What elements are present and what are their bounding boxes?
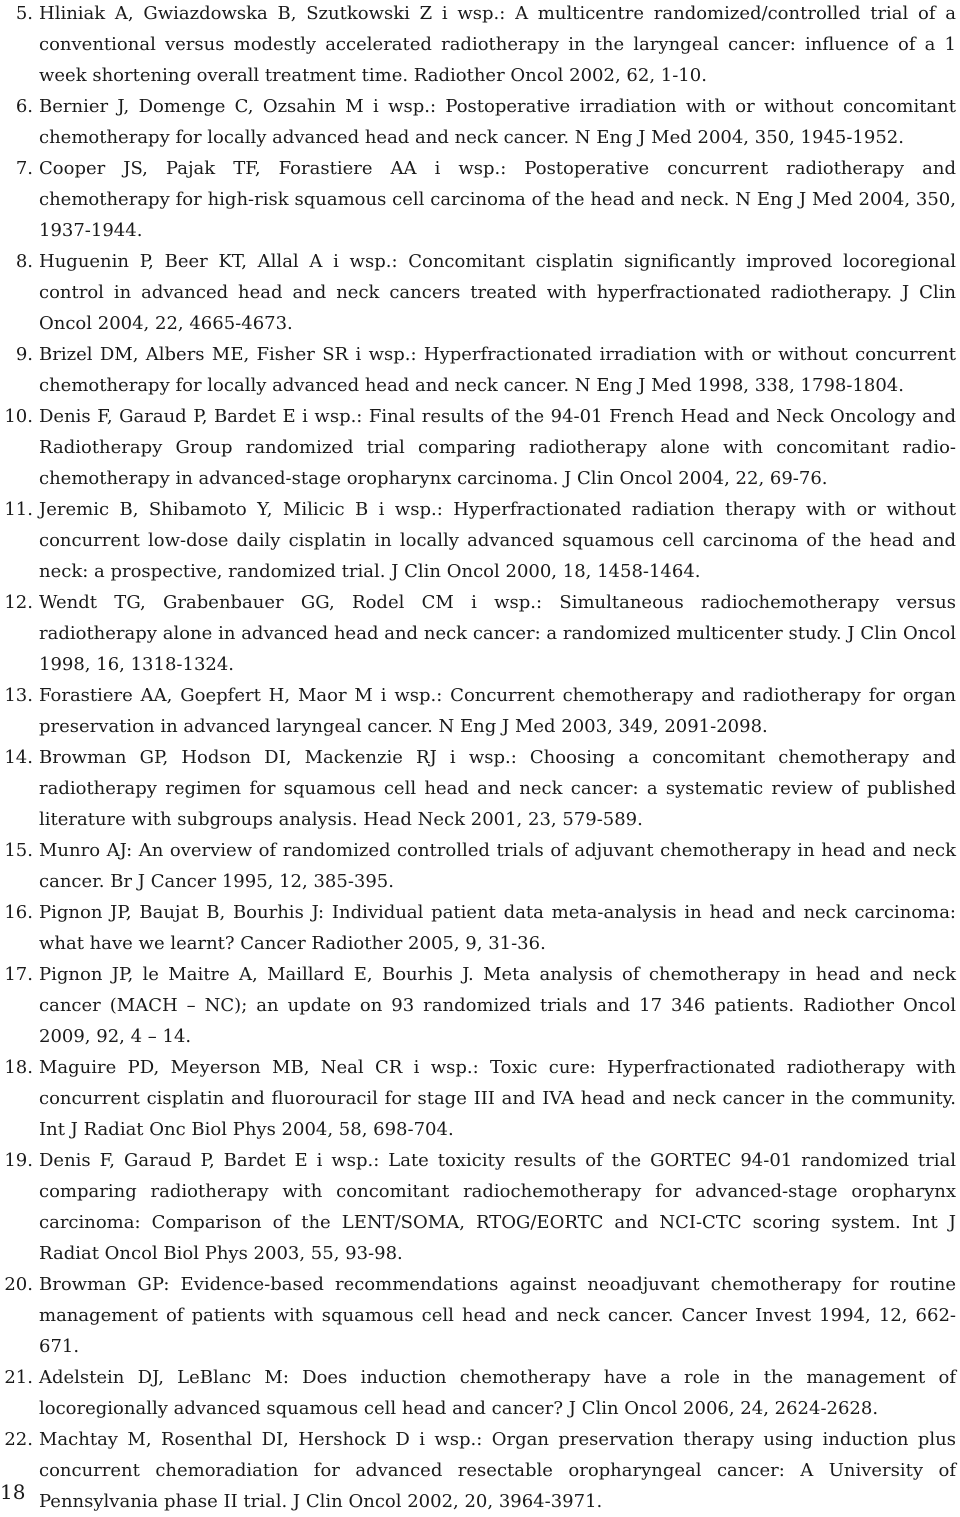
reference-item: [0, 1269, 960, 1362]
reference-item: [0, 0, 960, 91]
reference-item: [0, 835, 960, 897]
reference-number: 8.: [15, 251, 33, 272]
reference-text: Jeremic B, Shibamoto Y, Milicic B i wsp.: Hyperfractionated radiation therapy with or without concurrent low-dose daily cisplatin in locally advanced squamous cell carcinoma of the head and neck: a prospective, randomized trial. J Clin Oncol 2000, 18, 1458-1464.: [39, 499, 956, 582]
reference-text: Denis F, Garaud P, Bardet E i wsp.: Late toxicity results of the GORTEC 94-01 randomized trial comparing radiotherapy with concomitant radiochemotherapy for advanced-stage oropharynx carcinoma: Comparison of the LENT/SOMA, RTOG/EORTC and NCI-CTC scoring system. Int J Radiat Oncol Biol Phys 2003, 55, 93-98.: [39, 1150, 956, 1264]
reference-number: 22.: [4, 1429, 33, 1450]
reference-text: Huguenin P, Beer KT, Allal A i wsp.: Concomitant cisplatin significantly improved locoregional control in advanced head and neck cancers treated with hyperfractionated radiotherapy. J Clin Oncol 2004, 22, 4665-4673.: [39, 251, 956, 334]
page-number: 18: [0, 1480, 26, 1504]
reference-number: 6.: [15, 96, 33, 117]
reference-text: Cooper JS, Pajak TF, Forastiere AA i wsp.: Postoperative concurrent radiotherapy and chemotherapy for high-risk squamous cell carcinoma of the head and neck. N Eng J Med 2004, 350, 1937-1944.: [39, 158, 956, 241]
reference-item: [0, 153, 960, 246]
reference-item: [0, 587, 960, 680]
reference-text: Forastiere AA, Goepfert H, Maor M i wsp.: Concurrent chemotherapy and radiotherapy for organ preservation in advanced laryngeal cancer. N Eng J Med 2003, 349, 2091-2098.: [39, 685, 956, 737]
reference-number: 13.: [4, 685, 33, 706]
reference-number: 12.: [4, 592, 33, 613]
reference-number: 15.: [4, 840, 33, 861]
reference-item: [0, 246, 960, 339]
reference-item: [0, 680, 960, 742]
reference-text: Hliniak A, Gwiazdowska B, Szutkowski Z i wsp.: A multicentre randomized/controlled trial of a conventional versus modestly accelerated radiotherapy in the laryngeal cancer: influence of a 1 week shortening overall treatment time. Radiother Oncol 2002, 62, 1-10.: [39, 3, 956, 86]
reference-number: 10.: [4, 406, 33, 427]
reference-number: 11.: [4, 499, 33, 520]
reference-item: [0, 401, 960, 494]
reference-item: [0, 91, 960, 153]
reference-text: Browman GP: Evidence-based recommendations against neoadjuvant chemotherapy for routine management of patients with squamous cell head and neck cancer. Cancer Invest 1994, 12, 662-671.: [39, 1274, 956, 1357]
reference-text: Wendt TG, Grabenbauer GG, Rodel CM i wsp.: Simultaneous radiochemotherapy versus radiotherapy alone in advanced head and neck cancer: a randomized multicenter study. J Clin Oncol 1998, 16, 1318-1324.: [39, 592, 956, 675]
reference-number: 20.: [4, 1274, 33, 1295]
reference-text: Brizel DM, Albers ME, Fisher SR i wsp.: Hyperfractionated irradiation with or without concurrent chemotherapy for locally advanced head and neck cancer. N Eng J Med 1998, 338, 1798-1804.: [39, 344, 956, 396]
reference-text: Maguire PD, Meyerson MB, Neal CR i wsp.: Toxic cure: Hyperfractionated radiotherapy with concurrent cisplatin and fluorouracil for stage III and IVA head and neck cancer in the community. Int J Radiat Onc Biol Phys 2004, 58, 698-704.: [39, 1057, 956, 1140]
reference-text: Adelstein DJ, LeBlanc M: Does induction chemotherapy have a role in the management of locoregionally advanced squamous cell head and cancer? J Clin Oncol 2006, 24, 2624-2628.: [39, 1367, 956, 1419]
reference-text: Pignon JP, le Maitre A, Maillard E, Bourhis J. Meta analysis of chemotherapy in head and neck cancer (MACH – NC); an update on 93 randomized trials and 17 346 patients. Radiother Oncol 2009, 92, 4 – 14.: [39, 964, 956, 1047]
reference-number: 9.: [15, 344, 33, 365]
reference-number: 5.: [15, 3, 33, 24]
reference-item: [0, 494, 960, 587]
reference-item: [0, 1145, 960, 1269]
reference-text: Denis F, Garaud P, Bardet E i wsp.: Final results of the 94-01 French Head and Neck Oncology and Radiotherapy Group randomized trial comparing radiotherapy alone with concomitant radio-chemotherapy in advanced-stage oropharynx carcinoma. J Clin Oncol 2004, 22, 69-76.: [39, 406, 956, 489]
reference-item: [0, 742, 960, 835]
reference-item: [0, 1362, 960, 1424]
reference-number: 19.: [4, 1150, 33, 1171]
reference-text: Pignon JP, Baujat B, Bourhis J: Individual patient data meta-analysis in head and neck carcinoma: what have we learnt? Cancer Radiother 2005, 9, 31-36.: [39, 902, 956, 954]
reference-text: Machtay M, Rosenthal DI, Hershock D i wsp.: Organ preservation therapy using induction plus concurrent chemoradiation for advanced resectable oropharyngeal cancer: A University of Pennsylvania phase II trial. J Clin Oncol 2002, 20, 3964-3971.: [39, 1429, 956, 1512]
reference-text: Bernier J, Domenge C, Ozsahin M i wsp.: Postoperative irradiation with or without concomitant chemotherapy for locally advanced head and neck cancer. N Eng J Med 2004, 350, 1945-1952.: [39, 96, 956, 148]
reference-item: [0, 897, 960, 959]
reference-number: 7.: [15, 158, 33, 179]
reference-item: [0, 959, 960, 1052]
reference-number: 17.: [4, 964, 33, 985]
reference-item: [0, 1052, 960, 1145]
reference-item: [0, 339, 960, 401]
reference-text: Munro AJ: An overview of randomized controlled trials of adjuvant chemotherapy in head and neck cancer. Br J Cancer 1995, 12, 385-395.: [39, 840, 956, 892]
reference-number: 18.: [4, 1057, 33, 1078]
reference-number: 21.: [4, 1367, 33, 1388]
reference-number: 14.: [4, 747, 33, 768]
reference-item: [0, 1424, 960, 1517]
reference-text: Browman GP, Hodson DI, Mackenzie RJ i wsp.: Choosing a concomitant chemotherapy and radiotherapy regimen for squamous cell head and neck cancer: a systematic review of published literature with subgroups analysis. Head Neck 2001, 23, 579-589.: [39, 747, 956, 830]
reference-number: 16.: [4, 902, 33, 923]
